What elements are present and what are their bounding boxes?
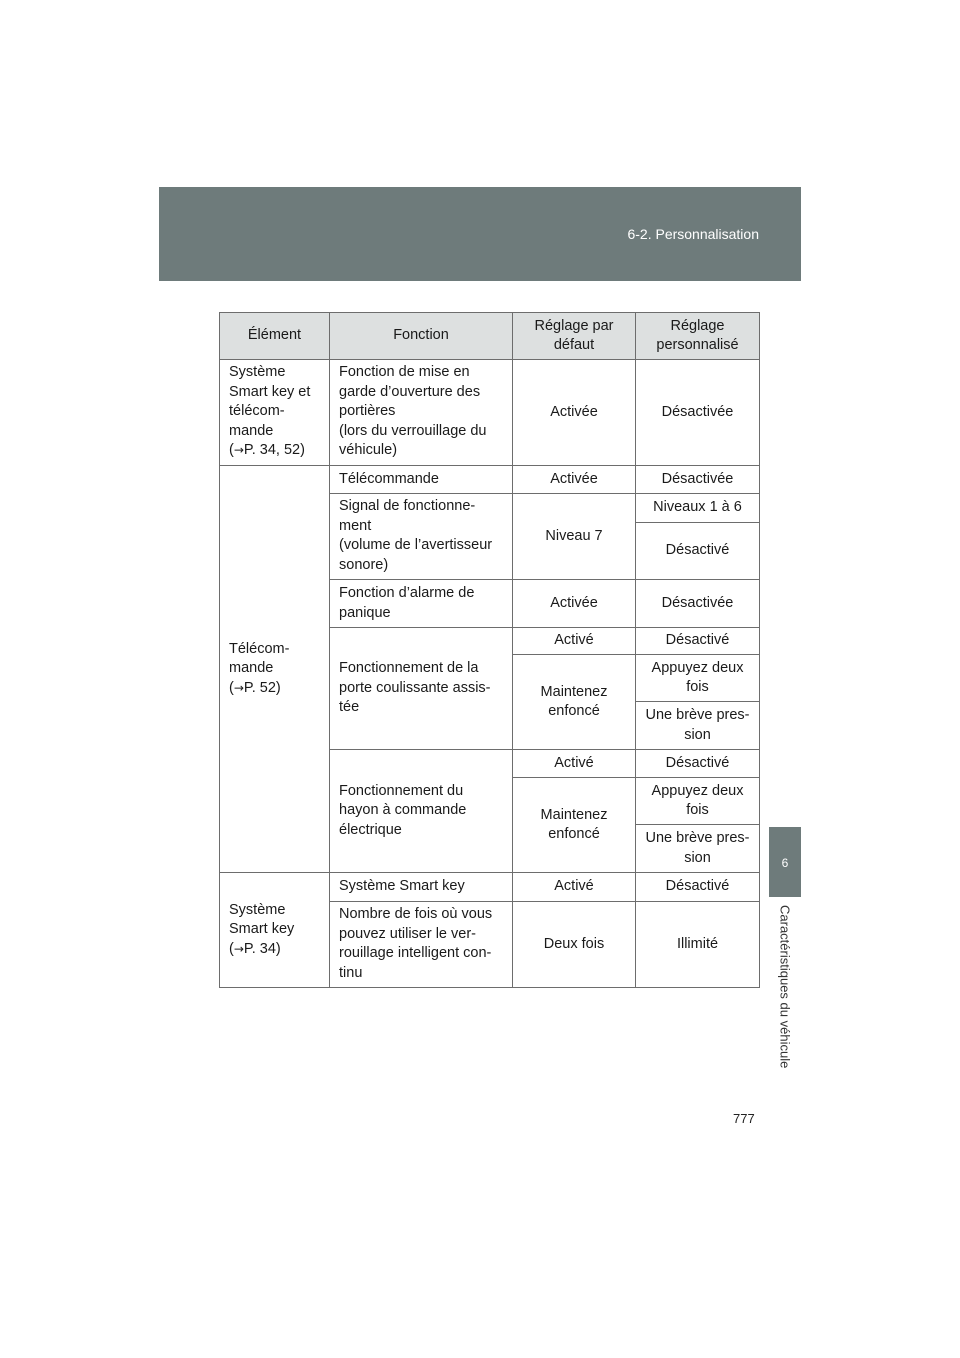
header-custom: Réglage personnalisé <box>636 313 760 360</box>
default-cell: Activé <box>513 750 636 778</box>
section-title: 6-2. Personnalisation <box>627 226 759 242</box>
function-cell: Nombre de fois où vous pouvez utiliser le ver- rouillage intelligent con- tinu <box>330 902 513 988</box>
function-cell: Fonctionnement de la porte coulissante assis- tée <box>330 628 513 750</box>
custom-cell: Appuyez deux fois <box>636 655 760 702</box>
default-cell: Niveau 7 <box>513 494 636 580</box>
settings-table <box>219 312 760 988</box>
element-cell: Système Smart key ( →P. 34 ) <box>220 873 330 988</box>
custom-cell: Niveaux 1 à 6 <box>636 494 760 523</box>
chapter-label-text: Caractéristiques du véhicule <box>777 905 793 1069</box>
default-cell: Activée <box>513 466 636 494</box>
default-cell: Deux fois <box>513 902 636 988</box>
custom-cell: Désactivée <box>636 466 760 494</box>
arrow-right-icon: → <box>233 680 244 695</box>
header-default: Réglage par défaut <box>513 313 636 360</box>
page-number: 777 <box>733 1111 755 1126</box>
table-row <box>220 466 760 494</box>
custom-cell: Désactivée <box>636 580 760 628</box>
default-cell: Activé <box>513 873 636 902</box>
chapter-label <box>772 905 798 1090</box>
default-cell: Activée <box>513 580 636 628</box>
arrow-right-icon: → <box>233 443 244 458</box>
custom-cell: Désactivée <box>636 360 760 466</box>
table-header-row <box>220 313 760 360</box>
chapter-tab <box>769 827 801 897</box>
default-cell: Maintenez enfoncé <box>513 655 636 750</box>
header-function: Fonction <box>330 313 513 360</box>
custom-cell: Désactivé <box>636 750 760 778</box>
function-cell: Fonction d’alarme de panique <box>330 580 513 628</box>
arrow-right-icon: → <box>233 941 244 956</box>
custom-cell: Une brève pres- sion <box>636 825 760 873</box>
table-row <box>220 360 760 466</box>
default-cell: Activé <box>513 628 636 655</box>
default-cell: Activée <box>513 360 636 466</box>
header-element: Élément <box>220 313 330 360</box>
custom-cell: Appuyez deux fois <box>636 778 760 825</box>
custom-cell: Désactivé <box>636 523 760 580</box>
custom-cell: Illimité <box>636 902 760 988</box>
section-header-bar <box>159 187 801 281</box>
chapter-number: 6 <box>781 856 789 870</box>
function-cell: Système Smart key <box>330 873 513 902</box>
custom-cell: Une brève pres- sion <box>636 702 760 750</box>
custom-cell: Désactivé <box>636 628 760 655</box>
function-cell: Télécommande <box>330 466 513 494</box>
function-cell: Fonctionnement du hayon à commande électrique <box>330 750 513 873</box>
default-cell: Maintenez enfoncé <box>513 778 636 873</box>
function-cell: Signal de fonctionne- ment (volume de l’avertisseur sonore) <box>330 494 513 580</box>
element-cell: Système Smart key et télécom- mande ( →P. 34, 52 ) <box>220 360 330 466</box>
element-cell: Télécom- mande ( →P. 52 ) <box>220 466 330 873</box>
function-cell: Fonction de mise en garde d’ouverture des portières (lors du verrouillage du véhicule) <box>330 360 513 466</box>
custom-cell: Désactivé <box>636 873 760 902</box>
table-row <box>220 873 760 902</box>
